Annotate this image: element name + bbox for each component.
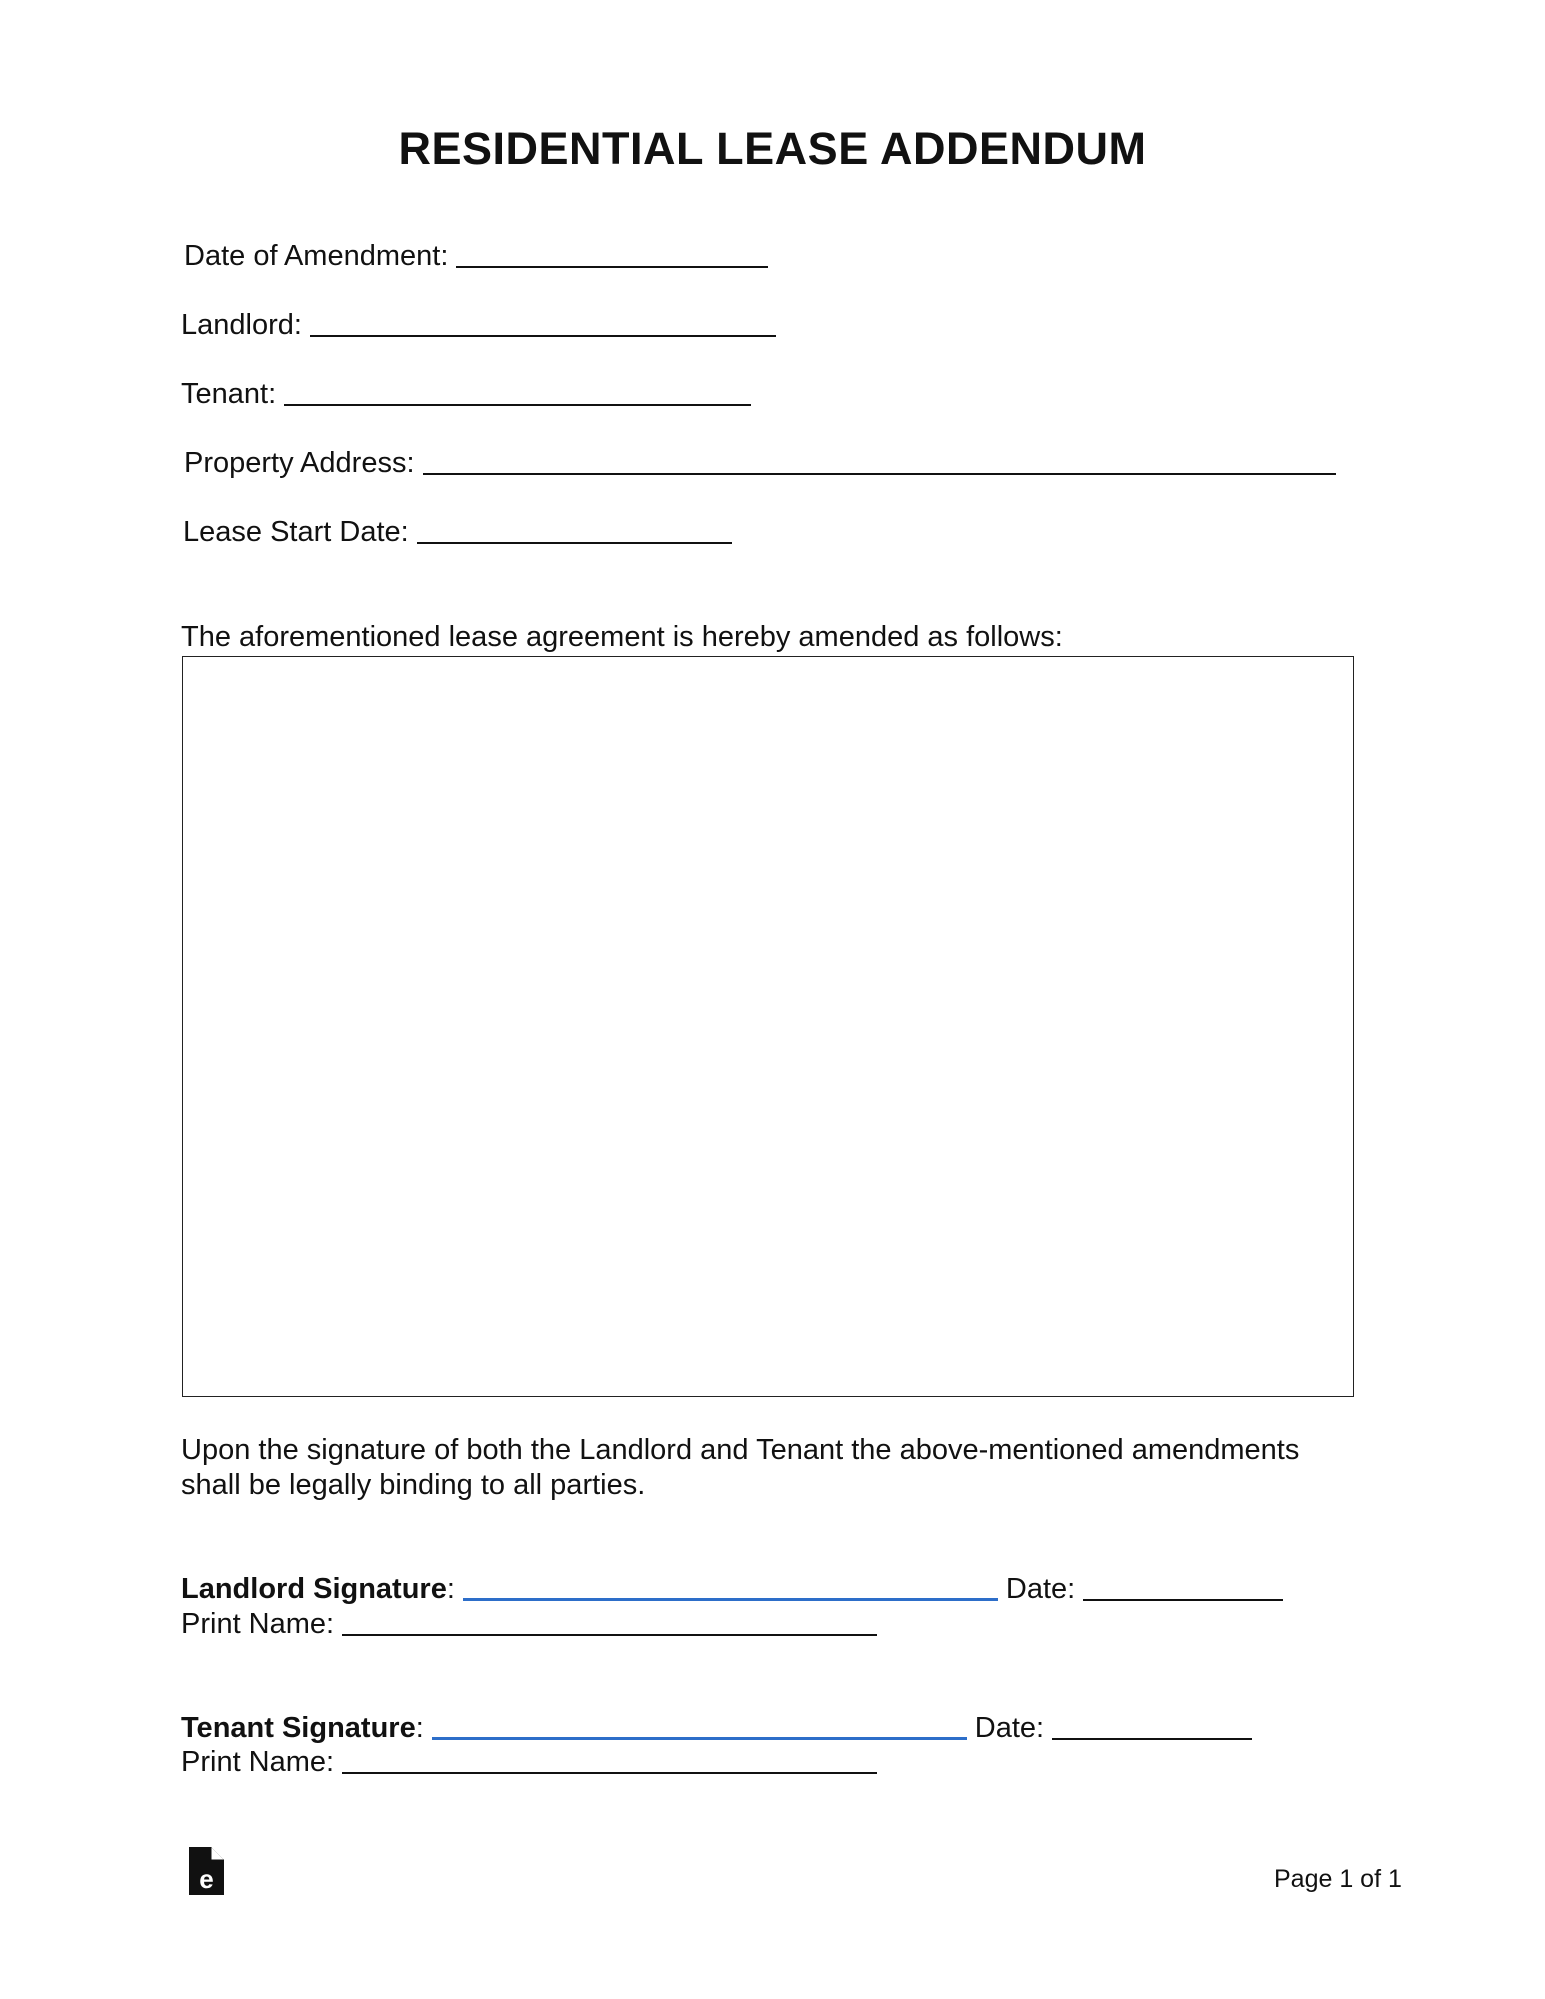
tenant-label: Tenant: [181,378,277,410]
tenant-field [181,380,751,409]
svg-text:e: e [199,1864,214,1894]
landlord-signature-line[interactable] [463,1597,998,1601]
tenant-date-blank[interactable] [1052,1737,1252,1740]
binding-statement: Upon the signature of both the Landlord and Tenant the above-mentioned amendments shall be legally binding to all parties. [181,1434,1300,1501]
eforms-logo-icon [189,1847,224,1895]
date-of-amendment-field [184,242,768,271]
tenant-print-name-label: Print Name: [181,1746,335,1778]
tenant-signature-line[interactable] [432,1736,967,1740]
amendment-intro: The aforementioned lease agreement is hereby amended as follows: [181,621,1063,653]
landlord-print-name-blank[interactable] [342,1633,877,1636]
date-of-amendment-blank[interactable] [456,265,768,268]
landlord-signature-row [181,1575,1283,1604]
page-number: Page 1 of 1 [1274,1865,1402,1893]
landlord-field [181,311,776,340]
document-title: RESIDENTIAL LEASE ADDENDUM [398,123,1147,174]
landlord-print-name-label: Print Name: [181,1608,335,1640]
landlord-date-blank[interactable] [1083,1598,1283,1601]
property-address-blank[interactable] [423,472,1336,475]
tenant-signature-row [181,1714,1252,1743]
landlord-print-name-row [181,1610,877,1639]
tenant-signature-label: Tenant Signature: [181,1712,424,1744]
landlord-signature-label: Landlord Signature: [181,1573,455,1605]
tenant-date-label: Date: [974,1712,1045,1744]
amendment-text-box[interactable] [182,656,1354,1397]
landlord-blank[interactable] [310,334,776,337]
property-address-label: Property Address: [184,447,415,479]
tenant-print-name-blank[interactable] [342,1771,877,1774]
property-address-field [184,449,1336,478]
landlord-label: Landlord: [181,309,302,341]
tenant-print-name-row [181,1748,877,1777]
lease-start-date-label: Lease Start Date: [183,516,409,548]
tenant-blank[interactable] [284,403,751,406]
lease-start-date-field [183,518,732,547]
landlord-date-label: Date: [1005,1573,1076,1605]
lease-start-date-blank[interactable] [417,541,732,544]
date-of-amendment-label: Date of Amendment: [184,240,449,272]
